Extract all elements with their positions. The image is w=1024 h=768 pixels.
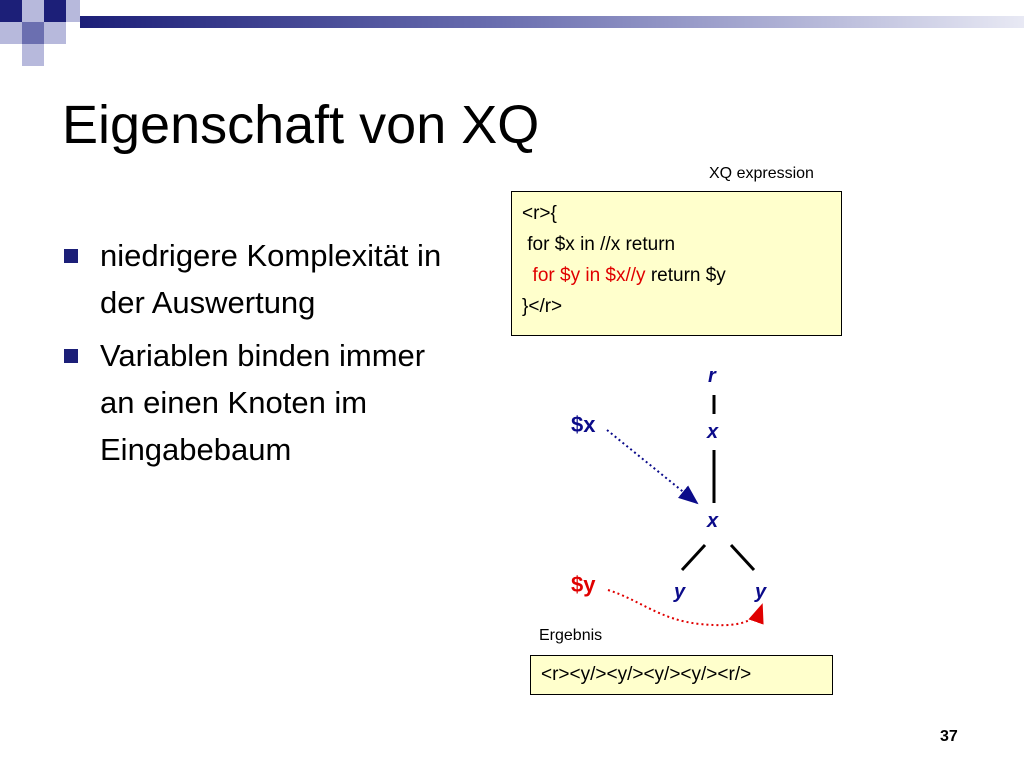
variable-y-label: $y — [571, 572, 596, 597]
result-box: <r><y/><y/><y/><y/><r/> — [530, 655, 833, 695]
code-line: }</r> — [522, 296, 563, 317]
tree-edge — [682, 545, 705, 570]
slide-title: Eigenschaft von XQ — [62, 95, 540, 155]
result-caption: Ergebnis — [539, 627, 603, 644]
xq-expression-caption: XQ expression — [709, 165, 814, 182]
tree-leaf-y: y — [674, 581, 686, 603]
tree-node-x: x — [707, 421, 719, 443]
tree-edge — [731, 545, 754, 570]
tree-leaf-y: y — [755, 581, 767, 603]
page-number: 37 — [940, 728, 958, 745]
bullet-text: Variablen binden immer an einen Knoten im Eingabebaum — [100, 338, 426, 467]
bullet-text: niedrigere Komplexität in der Auswertung — [100, 238, 442, 320]
code-line: <r>{ — [522, 203, 557, 224]
variable-x-label: $x — [571, 412, 596, 437]
code-text: return $y — [645, 265, 726, 286]
code-line: for $x in //x return — [522, 234, 676, 255]
tree-node-r: r — [708, 365, 716, 387]
x-binding-arrow — [607, 430, 697, 503]
tree-node-x: x — [707, 510, 719, 532]
code-highlight: for $y in $x//y — [522, 265, 646, 286]
